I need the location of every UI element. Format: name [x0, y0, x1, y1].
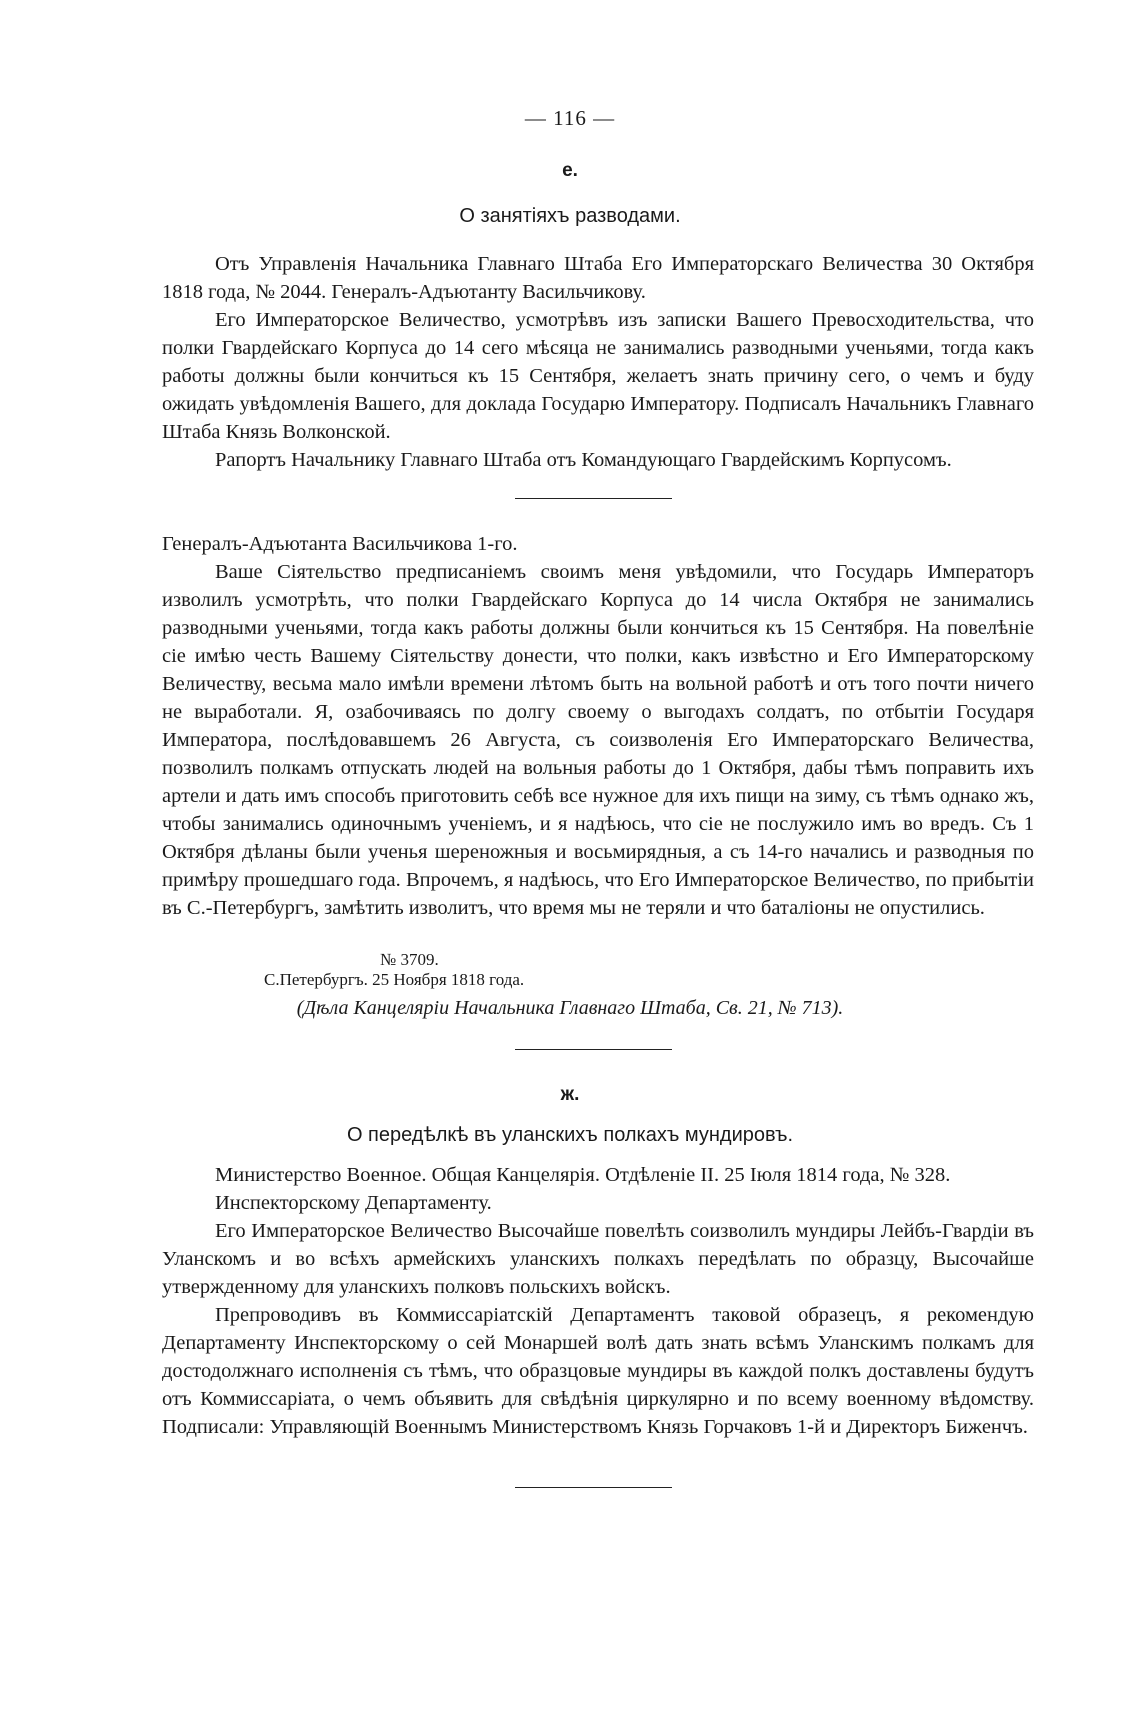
paragraph: Ваше Сіятельство предписаніемъ своимъ меня увѣдомили, что Государь Императоръ изволилъ усмотрѣть, что полки Гвардейскаго Корпуса до 14 числа Октября не занимались разводными ученьями, тогда какъ работы должны были кончиться къ 15 Сентября. На повелѣніе сіе имѣю честь Вашему Сіятельству донести, что полки, какъ извѣстно и Его Императорскому Величеству, весьма мало имѣли времени лѣтомъ быть на вольной работѣ и отъ того почти ничего не выработали. Я, озабочиваясь по долгу своему о выгодахъ солдатъ, по отбытіи Государя Императора, послѣдовавшемъ 26 Августа, съ соизволенія Его Императорскаго Величества, позволилъ полкамъ отпускать людей на вольныя работы до 1 Октября, дабы тѣмъ поправить ихъ артели и дать имъ способъ приготовить себѣ все нужное для ихъ пищи на зиму, съ тѣмъ однако жъ, чтобы занимались одиночнымъ ученіемъ, и я надѣюсь, что сіе не послужило имъ во вредъ. Съ 1 Октября дѣланы были ученья шереножныя и восьмирядныя, а съ 14-го начались и разводныя по примѣру прошедшаго года. Впрочемъ, я надѣюсь, что Его Императорское Величество, по прибытіи въ С.-Петербургъ, замѣтить изволитъ, что время мы не теряли и что баталіоны не опустились.	[162, 561, 1034, 919]
paragraph: Министерство Военное. Общая Канцелярія. Отдѣленіе II. 25 Іюля 1814 года, № 328.	[215, 1164, 951, 1186]
place-date: С.Петербургъ. 25 Ноября 1818 года.	[264, 970, 525, 989]
divider-rule	[515, 1487, 672, 1488]
paragraph: Инспекторскому Департаменту.	[215, 1192, 492, 1214]
divider-rule	[515, 1049, 672, 1050]
section-letter-zh: ж.	[560, 1084, 580, 1105]
section-letter-e: е.	[562, 160, 578, 181]
paragraph: Препроводивъ въ Коммиссаріатскій Департаментъ таковой образецъ, я рекомендую Департаменту Инспекторскому о сей Монаршей волѣ дать знать всѣмъ Уланскимъ полкамъ для достодолжнаго исполненія съ тѣмъ, что образцовые мундиры въ каждой полкъ доставлены будутъ отъ Коммиссаріата, о чемъ объявить для свѣдѣнія циркулярно и по всему военному вѣдомству. Подписали: Управляющій Военнымъ Министерствомъ Князь Горчаковъ 1-й и Директоръ Биженчъ.	[162, 1304, 1034, 1438]
section-e-report	[162, 530, 1034, 922]
paragraph: Его Императорское Величество Высочайше повелѣть соизволилъ мундиры Лейбъ-Гвардіи въ Уланскомъ и во всѣхъ армейскихъ уланскихъ полкахъ передѣлать по образцу, Высочайше утвержденному для уланскихъ полковъ польскихъ войскъ.	[162, 1220, 1034, 1298]
paragraph: Генералъ-Адъютанта Васильчикова 1-го.	[162, 533, 518, 555]
section-zh-body	[162, 1161, 1034, 1441]
section-title-e: О занятіяхъ разводами.	[459, 205, 681, 227]
divider-rule	[515, 498, 672, 499]
paragraph: Его Императорское Величество, усмотрѣвъ изъ записки Вашего Превосходительства, что полки Гвардейскаго Корпуса до 14 сего мѣсяца не занимались разводными ученьями, тогда какъ работы должны были кончиться къ 15 Сентября, желаетъ знать причину сего, о чемъ и буду ожидать увѣдомленія Вашего, для доклада Государю Императору. Подписалъ Начальникъ Главнаго Штаба Князь Волконской.	[162, 309, 1034, 443]
document-number: № 3709.	[380, 950, 439, 969]
archival-source: (Дѣла Канцеляріи Начальника Главнаго Штаба, Св. 21, № 713).	[296, 997, 844, 1019]
paragraph: Отъ Управленія Начальника Главнаго Штаба Его Императорскаго Величества 30 Октября 1818 года, № 2044. Генералъ-Адъютанту Васильчикову.	[162, 253, 1034, 303]
section-e-body	[162, 250, 1034, 474]
page-number: — 116 —	[524, 106, 616, 130]
section-title-zh: О передѣлкѣ въ уланскихъ полкахъ мундировъ.	[346, 1124, 794, 1146]
paragraph: Рапортъ Начальнику Главнаго Штаба отъ Командующаго Гвардейскимъ Корпусомъ.	[215, 449, 952, 471]
